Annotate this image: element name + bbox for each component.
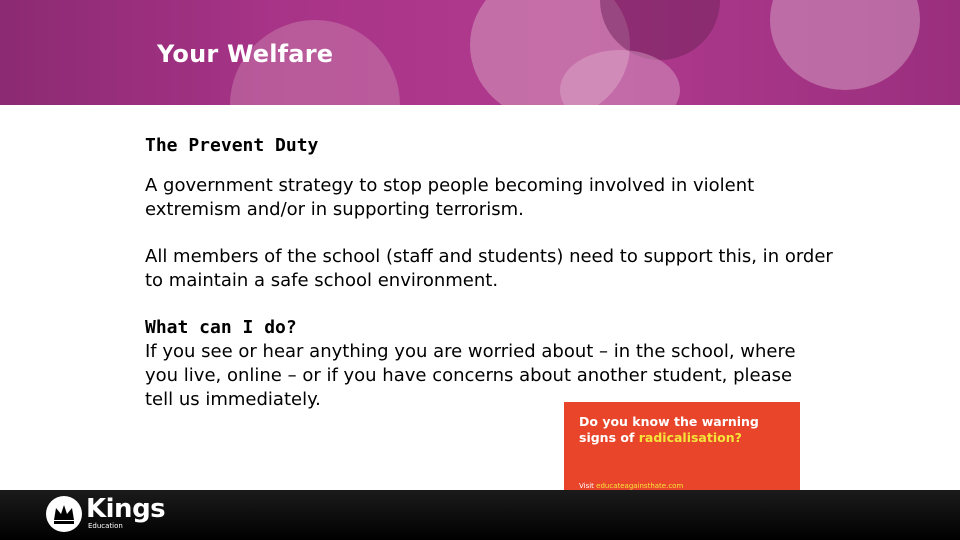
subheading: What can I do? (145, 317, 297, 338)
paragraph: A government strategy to stop people becoming involved in violent extremism and/or in supporting terrorism. (145, 175, 755, 220)
paragraph: If you see or hear anything you are worried about – in the school, where you live, online – or if you have concerns about another student, please tell us immediately. (145, 341, 796, 410)
page-title: Your Welfare (157, 40, 334, 68)
poster-visit-text: Visit educateagainsthate.com (579, 482, 684, 490)
section-heading: The Prevent Duty (145, 135, 319, 156)
crown-icon (46, 496, 82, 532)
paragraph: All members of the school (staff and students) need to support this, in order to maintain a safe school environment. (145, 246, 833, 291)
content-area (145, 134, 835, 412)
header-banner (0, 0, 960, 105)
poster-url: educateagainsthate.com (596, 482, 684, 490)
photo-shape (770, 0, 920, 90)
brand-subtitle: Education (88, 522, 123, 530)
poster-question: Do you know the warning signs of radicalisation? (579, 414, 759, 445)
brand-name: Kings (86, 494, 166, 524)
